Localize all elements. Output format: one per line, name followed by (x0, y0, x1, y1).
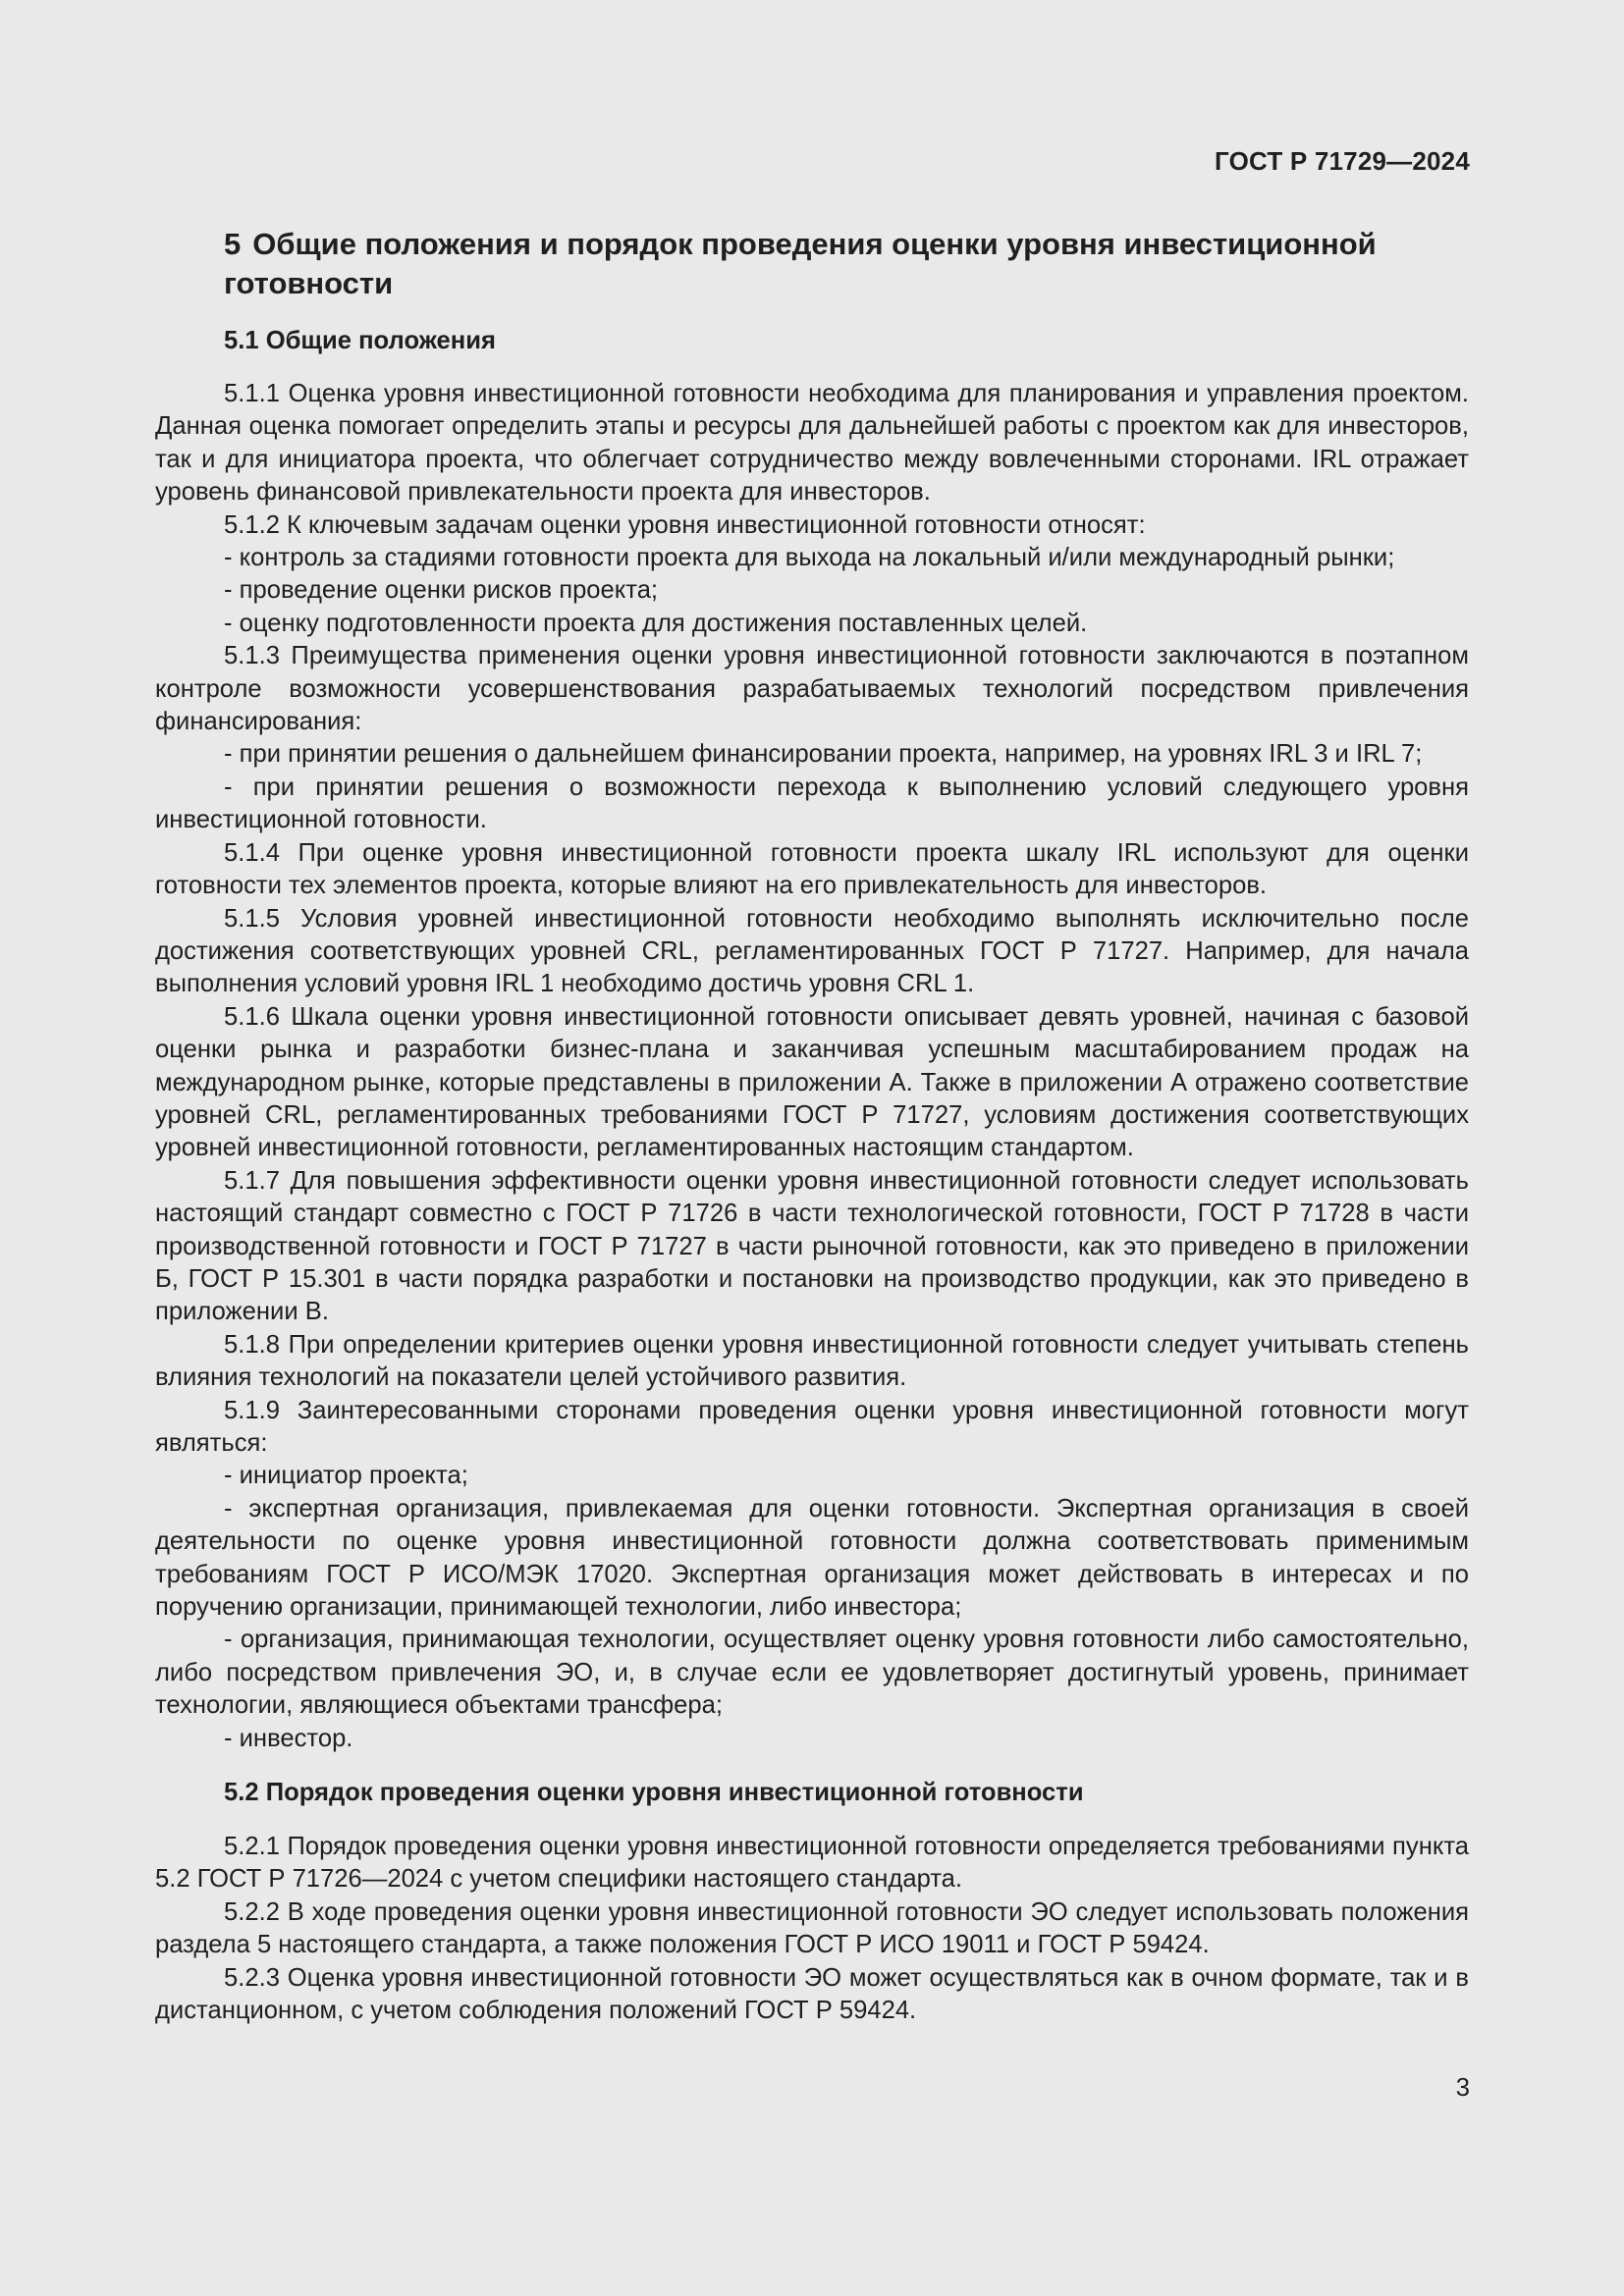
document-body (155, 225, 1469, 2028)
paragraph-5-1-8: 5.1.8 При определении критериев оценки уровня инвестиционной готовности следует учитывать степень влияния технологий на показатели целей устойчивого развития. (155, 1330, 1469, 1392)
list-item: - при принятии решения о дальнейшем финансировании проекта, например, на уровнях IRL 3 и IRL 7; (224, 740, 1423, 769)
list-item: - экспертная организация, привлекаемая для оценки готовности. Экспертная организация в своей деятельности по оценке уровня инвестиционной готовности должна соответствовать применимым требованиям ГОСТ Р ИСО/МЭК 17020. Экспертная организация может действовать в интересах и по поручению организации, принимающей технологии, либо инвестора; (155, 1494, 1469, 1622)
section-5-2-heading: 5.2 Порядок проведения оценки уровня инвестиционной готовности (224, 1779, 1084, 1807)
section-5-title: Общие положения и порядок проведения оценки уровня инвестиционной готовности (224, 227, 1377, 300)
paragraph-5-1-6: 5.1.6 Шкала оценки уровня инвестиционной готовности описывает девять уровней, начиная с базовой оценки рынка и разработки бизнес-плана и заканчивая успешным масштабированием продаж на международном рынке, которые представлены в приложении А. Также в приложении А отражено соответствие уровней CRL, регламентированных требованиями ГОСТ Р 71727, условиям достижения соответствующих уровней инвестиционной готовности, регламентированных настоящим стандартом. (155, 1002, 1469, 1162)
page-number: 3 (1455, 2074, 1470, 2102)
paragraph-5-1-2: 5.1.2 К ключевым задачам оценки уровня инвестиционной готовности относят: (224, 510, 1146, 539)
list-item: - контроль за стадиями готовности проекта для выхода на локальный и/или международный рынки; (224, 544, 1395, 572)
list-item: - инициатор проекта; (224, 1462, 468, 1490)
paragraph-5-1-5: 5.1.5 Условия уровней инвестиционной готовности необходимо выполнять исключительно после достижения соответствующих уровней CRL, регламентированных ГОСТ Р 71727. Например, для начала выполнения условий уровня IRL 1 необходимо достичь уровня CRL 1. (155, 904, 1469, 998)
section-5-number: 5 (224, 227, 242, 261)
list-item: - инвестор. (224, 1724, 353, 1752)
section-5-1-heading: 5.1 Общие положения (224, 327, 496, 354)
paragraph-5-2-1: 5.2.1 Порядок проведения оценки уровня инвестиционной готовности определяется требованиями пункта 5.2 ГОСТ Р 71726—2024 с учетом специфики настоящего стандарта. (155, 1833, 1469, 1894)
paragraph-5-1-4: 5.1.4 При оценке уровня инвестиционной готовности проекта шкалу IRL используют для оценки готовности тех элементов проекта, которые влияют на его привлекательность для инвесторов. (155, 838, 1469, 900)
paragraph-5-2-3: 5.2.3 Оценка уровня инвестиционной готовности ЭО может осуществляться как в очном формате, так и в дистанционном, с учетом соблюдения положений ГОСТ Р 59424. (155, 1963, 1469, 2025)
paragraph-5-1-7: 5.1.7 Для повышения эффективности оценки уровня инвестиционной готовности следует использовать настоящий стандарт совместно с ГОСТ Р 71726 в части технологической готовности, ГОСТ Р 71728 в части производственной готовности и ГОСТ Р 71727 в части рыночной готовности, как это приведено в приложении Б, ГОСТ Р 15.301 в части порядка разработки и постановки на производство продукции, как это приведено в приложении В. (155, 1166, 1469, 1326)
paragraph-5-1-3: 5.1.3 Преимущества применения оценки уровня инвестиционной готовности заключаются в поэтапном контроле возможности усовершенствования разрабатываемых технологий посредством привлечения финансирования: (155, 642, 1469, 736)
list-item: - при принятии решения о возможности перехода к выполнению условий следующего уровня инвестиционной готовности. (155, 773, 1469, 834)
section-5-heading (224, 225, 1469, 303)
paragraph-5-2-2: 5.2.2 В ходе проведения оценки уровня инвестиционной готовности ЭО следует использовать положения раздела 5 настоящего стандарта, а также положения ГОСТ Р ИСО 19011 и ГОСТ Р 59424. (155, 1897, 1469, 1959)
list-item: - организация, принимающая технологии, осуществляет оценку уровня готовности либо самостоятельно, либо посредством привлечения ЭО, и, в случае если ее удовлетворяет достигнутый уровень, принимает технологии, являющиеся объектами трансфера; (155, 1626, 1469, 1720)
document-id: ГОСТ Р 71729—2024 (1215, 146, 1470, 176)
list-item: - оценку подготовленности проекта для достижения поставленных целей. (224, 609, 1088, 637)
list-item: - проведение оценки рисков проекта; (224, 576, 659, 605)
paragraph-5-1-9: 5.1.9 Заинтересованными сторонами проведения оценки уровня инвестиционной готовности могут являться: (155, 1396, 1469, 1457)
paragraph-5-1-1: 5.1.1 Оценка уровня инвестиционной готовности необходима для планирования и управления проектом. Данная оценка помогает определить этапы и ресурсы для дальнейшей работы с проектом как для инвесторов, так и для инициатора проекта, что облегчает сотрудничество между вовлеченными сторонами. IRL отражает уровень финансовой привлекательности проекта для инвесторов. (155, 380, 1469, 507)
